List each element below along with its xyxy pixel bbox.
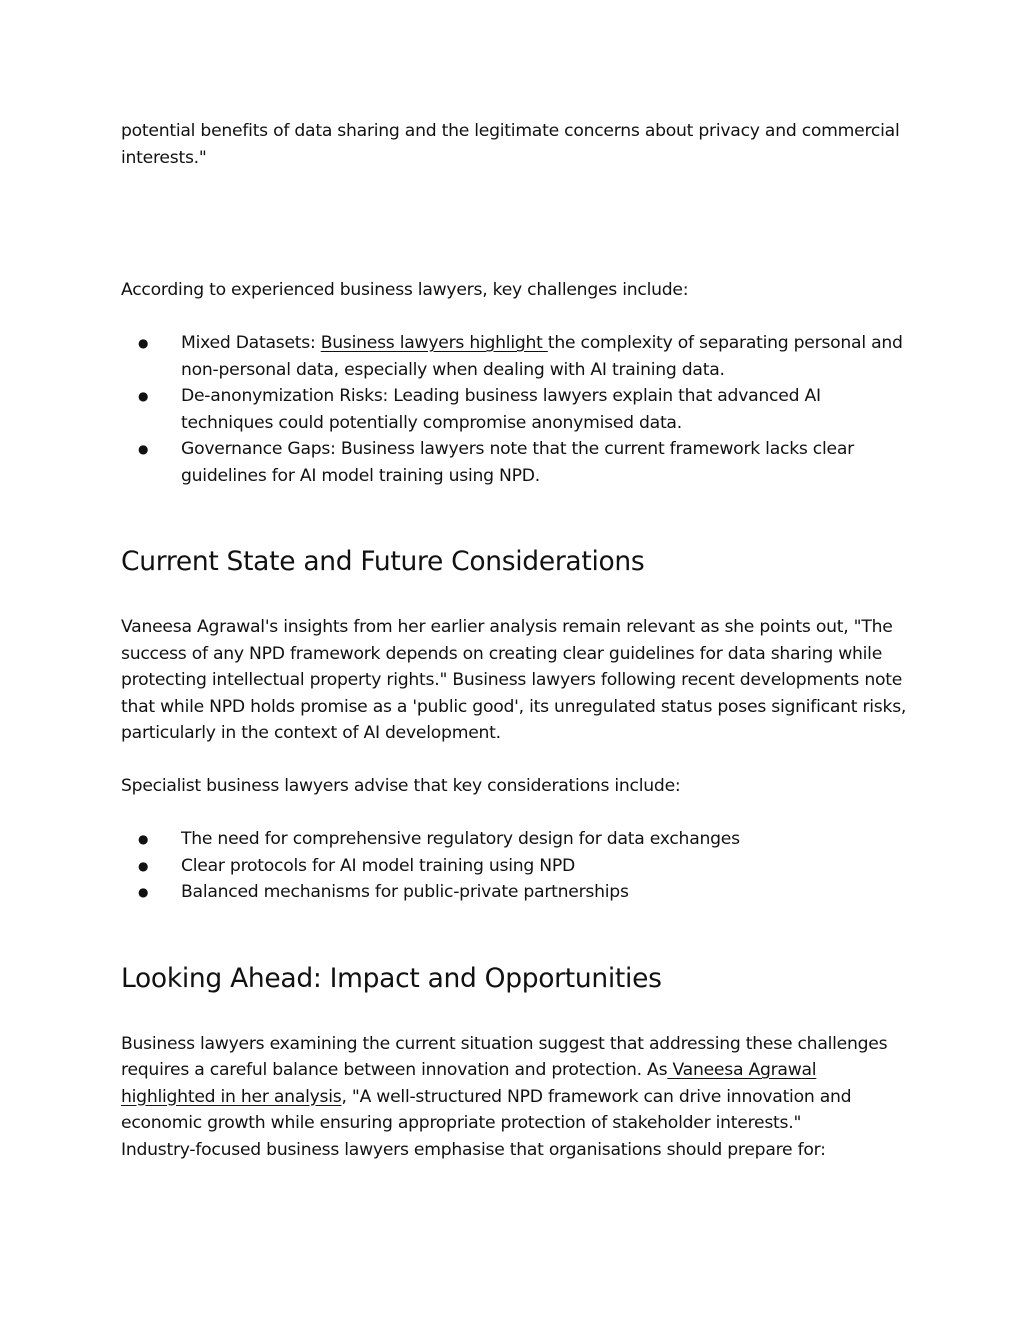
- bullet-icon: ●: [138, 336, 149, 350]
- document-page: [121, 118, 911, 1163]
- list-item: [121, 383, 911, 436]
- business-lawyers-highlight-link[interactable]: Business lawyers highlight: [320, 333, 548, 353]
- paragraph-text-before-link: Business lawyers examining the current situation suggest that addressing these challenges requires a careful balance between innovation and protection. As: [121, 1033, 888, 1080]
- list-item: [121, 330, 911, 383]
- list-item-prefix: Mixed Datasets:: [181, 333, 321, 353]
- bullet-icon: ●: [138, 442, 149, 456]
- bullet-icon: ●: [138, 885, 149, 899]
- closing-paragraph: Industry-focused business lawyers emphasise that organisations should prepare for:: [121, 1139, 826, 1160]
- list-item: [121, 826, 911, 853]
- looking-ahead-paragraph: [121, 1031, 911, 1137]
- list-item-text: Balanced mechanisms for public-private partnerships: [181, 882, 629, 902]
- list-item-text: Clear protocols for AI model training using NPD: [181, 855, 575, 876]
- paragraph-text-after-link: , "A well-structured NPD framework can drive innovation and economic growth while ensuring appropriate protection of stakeholder interests.": [121, 1086, 852, 1133]
- considerations-list: [121, 826, 911, 906]
- current-state-paragraph: Vaneesa Agrawal's insights from her earlier analysis remain relevant as she points out, "The success of any NPD framework depends on creating clear guidelines for data sharing while protecting intellectual property rights." Business lawyers following recent developments note that while NPD holds promise as a 'public good', its unregulated status poses significant risks, particularly in the context of AI development.: [121, 617, 907, 743]
- list-item-suffix: the complexity of separating personal and non-personal data, especially when dealing with AI training data.: [181, 333, 903, 380]
- list-item-text: De-anonymization Risks: Leading business lawyers explain that advanced AI techniques could potentially compromise anonymised data.: [181, 386, 821, 433]
- list-item: [121, 436, 911, 489]
- section-heading-current-state: Current State and Future Considerations: [121, 546, 645, 577]
- list-item-text: Governance Gaps: Business lawyers note that the current framework lacks clear guidelines for AI model training using NPD.: [181, 439, 854, 486]
- list-item-text: The need for comprehensive regulatory design for data exchanges: [181, 829, 740, 849]
- intro-paragraph: potential benefits of data sharing and the legitimate concerns about privacy and commercial interests.": [121, 121, 900, 168]
- considerations-lead: Specialist business lawyers advise that key considerations include:: [121, 776, 681, 796]
- bullet-icon: ●: [138, 832, 149, 846]
- challenges-list: [121, 330, 911, 489]
- list-item: [121, 853, 911, 880]
- section-heading-looking-ahead: Looking Ahead: Impact and Opportunities: [121, 962, 662, 994]
- list-item: [121, 879, 911, 906]
- bullet-icon: ●: [138, 389, 149, 403]
- challenges-lead: According to experienced business lawyers, key challenges include:: [121, 280, 689, 300]
- bullet-icon: ●: [138, 858, 149, 873]
- vaneesa-agrawal-analysis-link[interactable]: Vaneesa Agrawal highlighted in her analysis: [121, 1060, 817, 1107]
